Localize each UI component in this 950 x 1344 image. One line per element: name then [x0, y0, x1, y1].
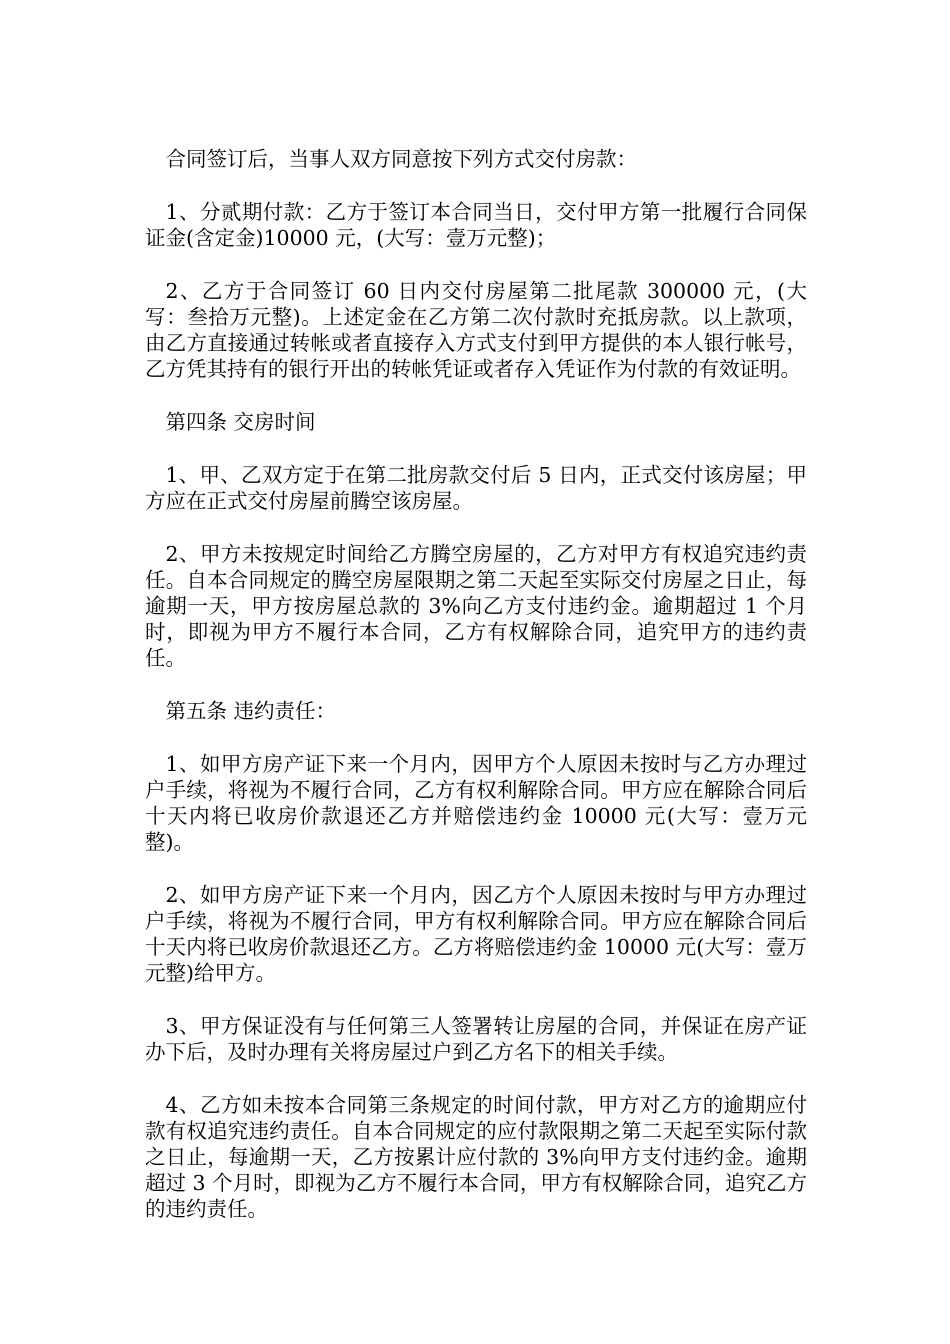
- paragraph-liability-3: 3、甲方保证没有与任何第三人签署转让房屋的合同，并保证在房产证办下后，及时办理有关将房屋过户到乙方名下的相关手续。: [145, 1014, 807, 1064]
- paragraph-liability-4: 4、乙方如未按本合同第三条规定的时间付款，甲方对乙方的逾期应付款有权追究违约责任。自本合同规定的应付款限期之第二天起至实际付款之日止，每逾期一天，乙方按累计应付款的 3%向甲方支付违约金。逾期超过 3 个月时，即视为乙方不履行本合同，甲方有权解除合同，追究乙方的违约责任。: [145, 1093, 807, 1221]
- section-heading-article-4: 第四条 交房时间: [165, 410, 316, 434]
- document-page: [145, 146, 807, 1249]
- paragraph-liability-1: 1、如甲方房产证下来一个月内，因甲方个人原因未按时与乙方办理过户手续，将视为不履行合同，乙方有权利解除合同。甲方应在解除合同后十天内将已收房价款退还乙方并赔偿违约金 10000 元(大写：壹万元整)。: [145, 752, 807, 854]
- paragraph-delivery-1: 1、甲、乙双方定于在第二批房款交付后 5 日内，正式交付该房屋；甲方应在正式交付房屋前腾空该房屋。: [145, 463, 807, 513]
- paragraph-payment-1: 1、分贰期付款：乙方于签订本合同当日，交付甲方第一批履行合同保证金(含定金)10000 元，(大写：壹万元整)；: [145, 200, 807, 250]
- paragraph-liability-2: 2、如甲方房产证下来一个月内，因乙方个人原因未按时与甲方办理过户手续，将视为不履行合同，甲方有权利解除合同。甲方应在解除合同后十天内将已收房价款退还乙方。乙方将赔偿违约金 10000 元(大写：壹万元整)给甲方。: [145, 883, 807, 985]
- paragraph-payment-2: 2、乙方于合同签订 60 日内交付房屋第二批尾款 300000 元，(大写：叁拾万元整)。上述定金在乙方第二次付款时充抵房款。以上款项，由乙方直接通过转帐或者直接存入方式支付到甲方提供的本人银行帐号，乙方凭其持有的银行开出的转帐凭证或者存入凭证作为付款的有效证明。: [145, 279, 807, 381]
- paragraph-delivery-2: 2、甲方未按规定时间给乙方腾空房屋的，乙方对甲方有权追究违约责任。自本合同规定的腾空房屋限期之第二天起至实际交付房屋之日止，每逾期一天，甲方按房屋总款的 3%向乙方支付违约金。逾期超过 1 个月时，即视为甲方不履行本合同，乙方有权解除合同，追究甲方的违约责任。: [145, 542, 807, 670]
- paragraph-payment-intro: 合同签订后，当事人双方同意按下列方式交付房款：: [165, 147, 637, 171]
- section-heading-article-5: 第五条 违约责任：: [165, 699, 337, 723]
